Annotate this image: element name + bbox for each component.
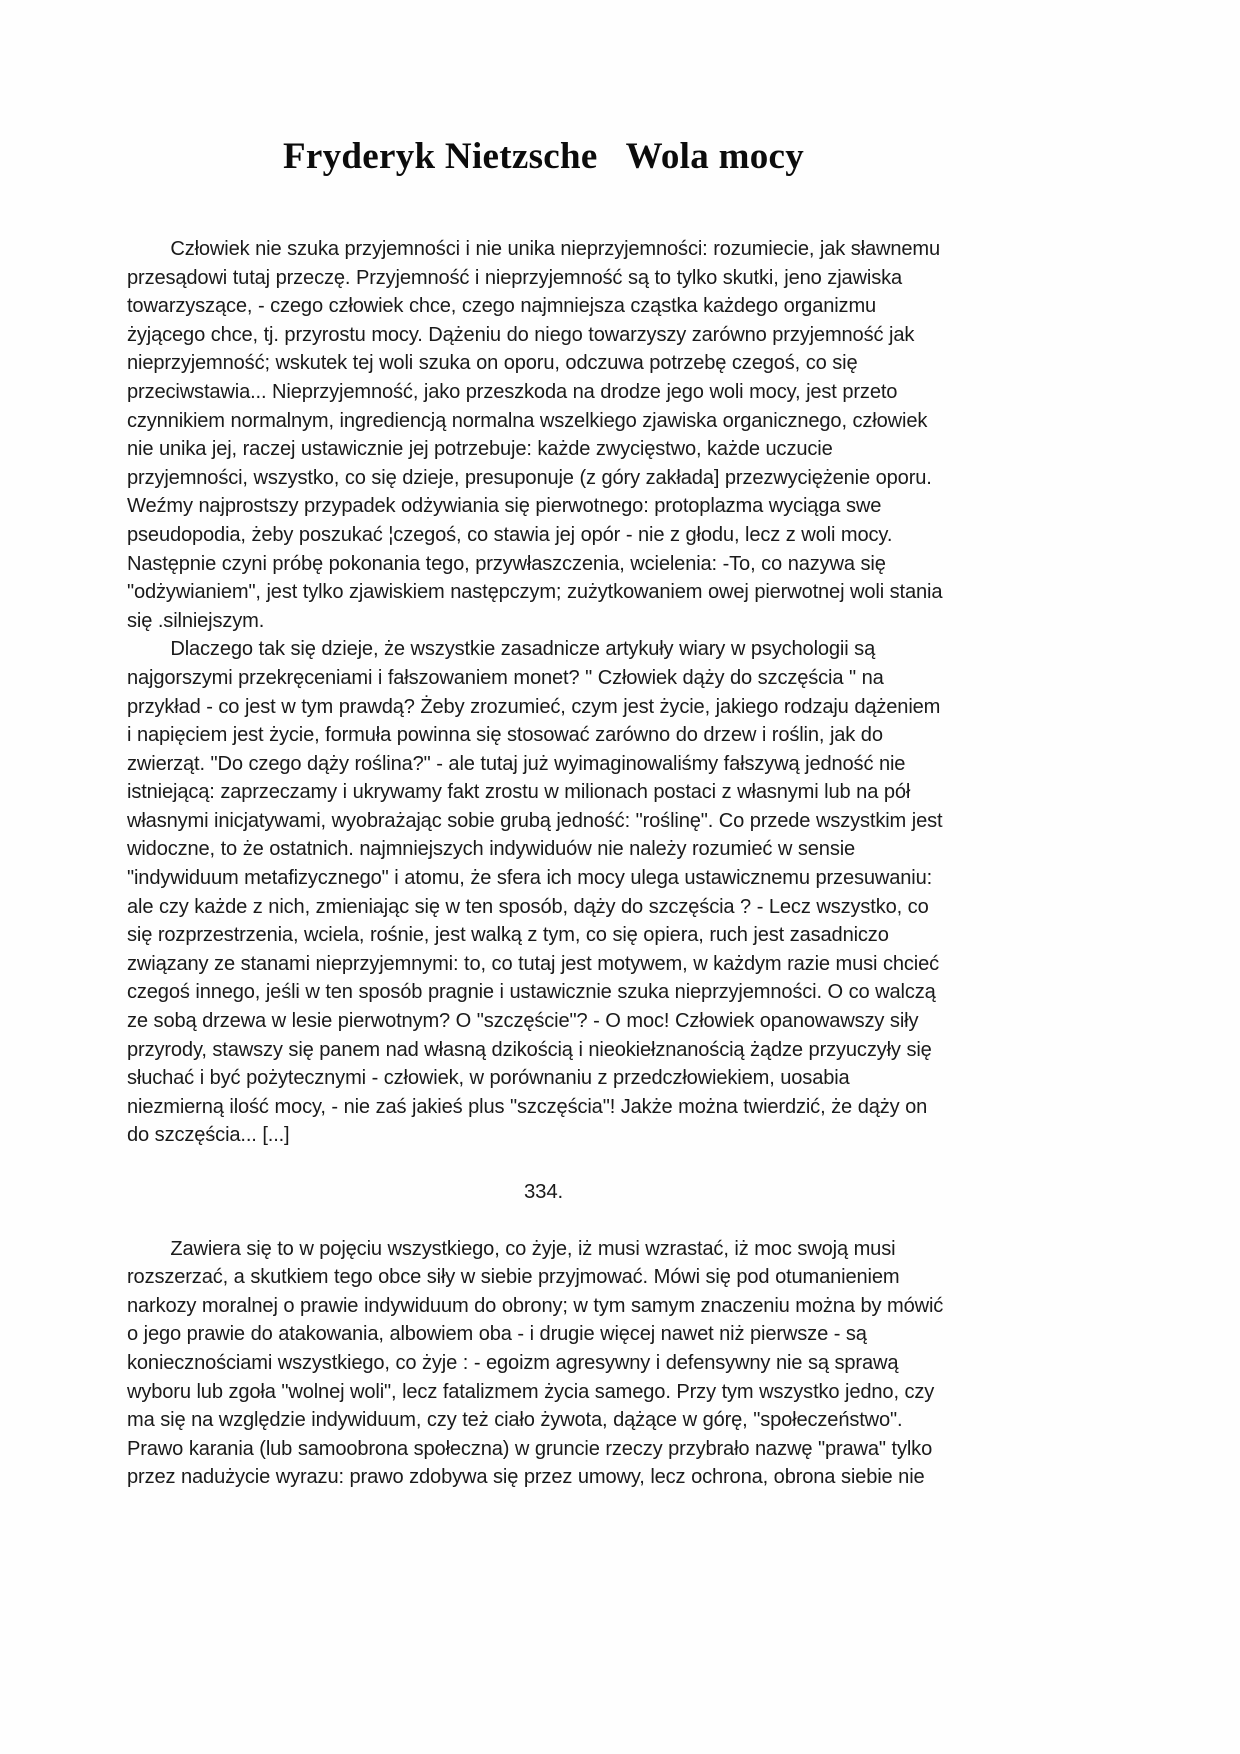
page-bottom-spacer: [127, 1492, 960, 1498]
body-text-block: [127, 235, 960, 1498]
page-content: [127, 0, 960, 1498]
page-title: Fryderyk Nietzsche Wola mocy: [282, 136, 805, 177]
paragraph-3: Zawiera się to w pojęciu wszystkiego, co żyje, iż musi wzrastać, iż moc swoją musi rozszerzać, a skutkiem tego obce siły w siebie przyjmować. Mówi się pod otumanieniem narkozy moralnej o prawie indywiduum do obrony; w tym samym znaczeniu można by mówić o jego prawie do atakowania, albowiem oba - i drugie więcej nawet niż pierwsze - są koniecznościami wszystkiego, co żyje : - egoizm agresywny i defensywny nie są sprawą wyboru lub zgoła "wolnej woli", lecz fatalizmem życia samego. Przy tym wszystko jedno, czy ma się na względzie indywiduum, czy też ciało żywota, dążące w górę, "społeczeństwo". Prawo karania (lub samoobrona społeczna) w gruncie rzeczy przybrało nazwę "prawa" tylko przez nadużycie wyrazu: prawo zdobywa się przez umowy, lecz ochrona, obrona siebie nie: [127, 1237, 944, 1489]
paragraph-2: Dlaczego tak się dzieje, że wszystkie zasadnicze artykuły wiary w psychologii są najgorszymi przekręceniami i fałszowaniem monet? " Człowiek dąży do szczęścia " na przykład - co jest w tym prawdą? Żeby zrozumieć, czym jest życie, jakiego rodzaju dążeniem i napięciem jest życie, formuła powinna się stosować zarówno do drzew i roślin, jak do zwierząt. "Do czego dąży roślina?" - ale tutaj już wyimaginowaliśmy fałszywą jedność nie istniejącą: zaprzeczamy i ukrywamy fakt zrostu w milionach postaci z własnymi lub na pół własnymi inicjatywami, wyobrażając sobie grubą jedność: "roślinę". Co przede wszystkim jest widoczne, to że ostatnich. najmniejszych indywiduów nie należy rozumieć w sensie "indywiduum metafizycznego" i atomu, że sfera ich mocy ulega ustawicznemu przesuwaniu: ale czy każde z nich, zmieniając się w ten sposób, dąży do szczęścia ? - Lecz wszystko, co się rozprzestrzenia, wciela, rośnie, jest walką z tym, co się opiera, ruch jest zasadniczo związany ze stanami nieprzyjemnymi: to, co tutaj jest motywem, w każdym razie musi chcieć czegoś innego, jeśli w ten sposób pragnie i ustawicznie szuka nieprzyjemności. O co walczą ze sobą drzewa w lesie pierwotnym? O "szczęście"? - O moc! Człowiek opanowawszy siły przyrody, stawszy się panem nad własną dzikością i nieokiełznanością żądze przyuczyły się słuchać i być pożytecznymi - człowiek, w porównaniu z przedczłowiekiem, uosabia niezmierną ilość mocy, - nie zaś jakieś plus "szczęścia"! Jakże można twierdzić, że dąży on do szczęścia... [...]: [127, 638, 943, 1147]
paragraph-1: Człowiek nie szuka przyjemności i nie unika nieprzyjemności: rozumiecie, jak sławnemu przesądowi tutaj przeczę. Przyjemność i nieprzyjemność są to tylko skutki, jeno zjawiska towarzyszące, - czego człowiek chce, czego najmniejsza cząstka każdego organizmu żyjącego chce, tj. przyrostu mocy. Dążeniu do niego towarzyszy zarówno przyjemność jak nieprzyjemność; wskutek tej woli szuka on oporu, odczuwa potrzebę czegoś, co się przeciwstawia... Nieprzyjemność, jako przeszkoda na drodze jego woli mocy, jest przeto czynnikiem normalnym, ingrediencją normalna wszelkiego zjawiska organicznego, człowiek nie unika jej, raczej ustawicznie jej potrzebuje: każde zwycięstwo, każde uczucie przyjemności, wszystko, co się dzieje, presuponuje (z góry zakłada] przezwyciężenie oporu. Weźmy najprostszy przypadek odżywiania się pierwotnego: protoplazma wyciąga swe pseudopodia, żeby poszukać ¦czegoś, co stawia jej opór - nie z głodu, lecz z woli mocy. Następnie czyni próbę pokonania tego, przywłaszczenia, wcielenia: -To, co nazywa się "odżywianiem", jest tylko zjawiskiem następczym; zużytkowaniem owej pierwotnej woli stania się .silniejszym.: [127, 238, 943, 632]
section-number: 334.: [523, 1181, 564, 1203]
